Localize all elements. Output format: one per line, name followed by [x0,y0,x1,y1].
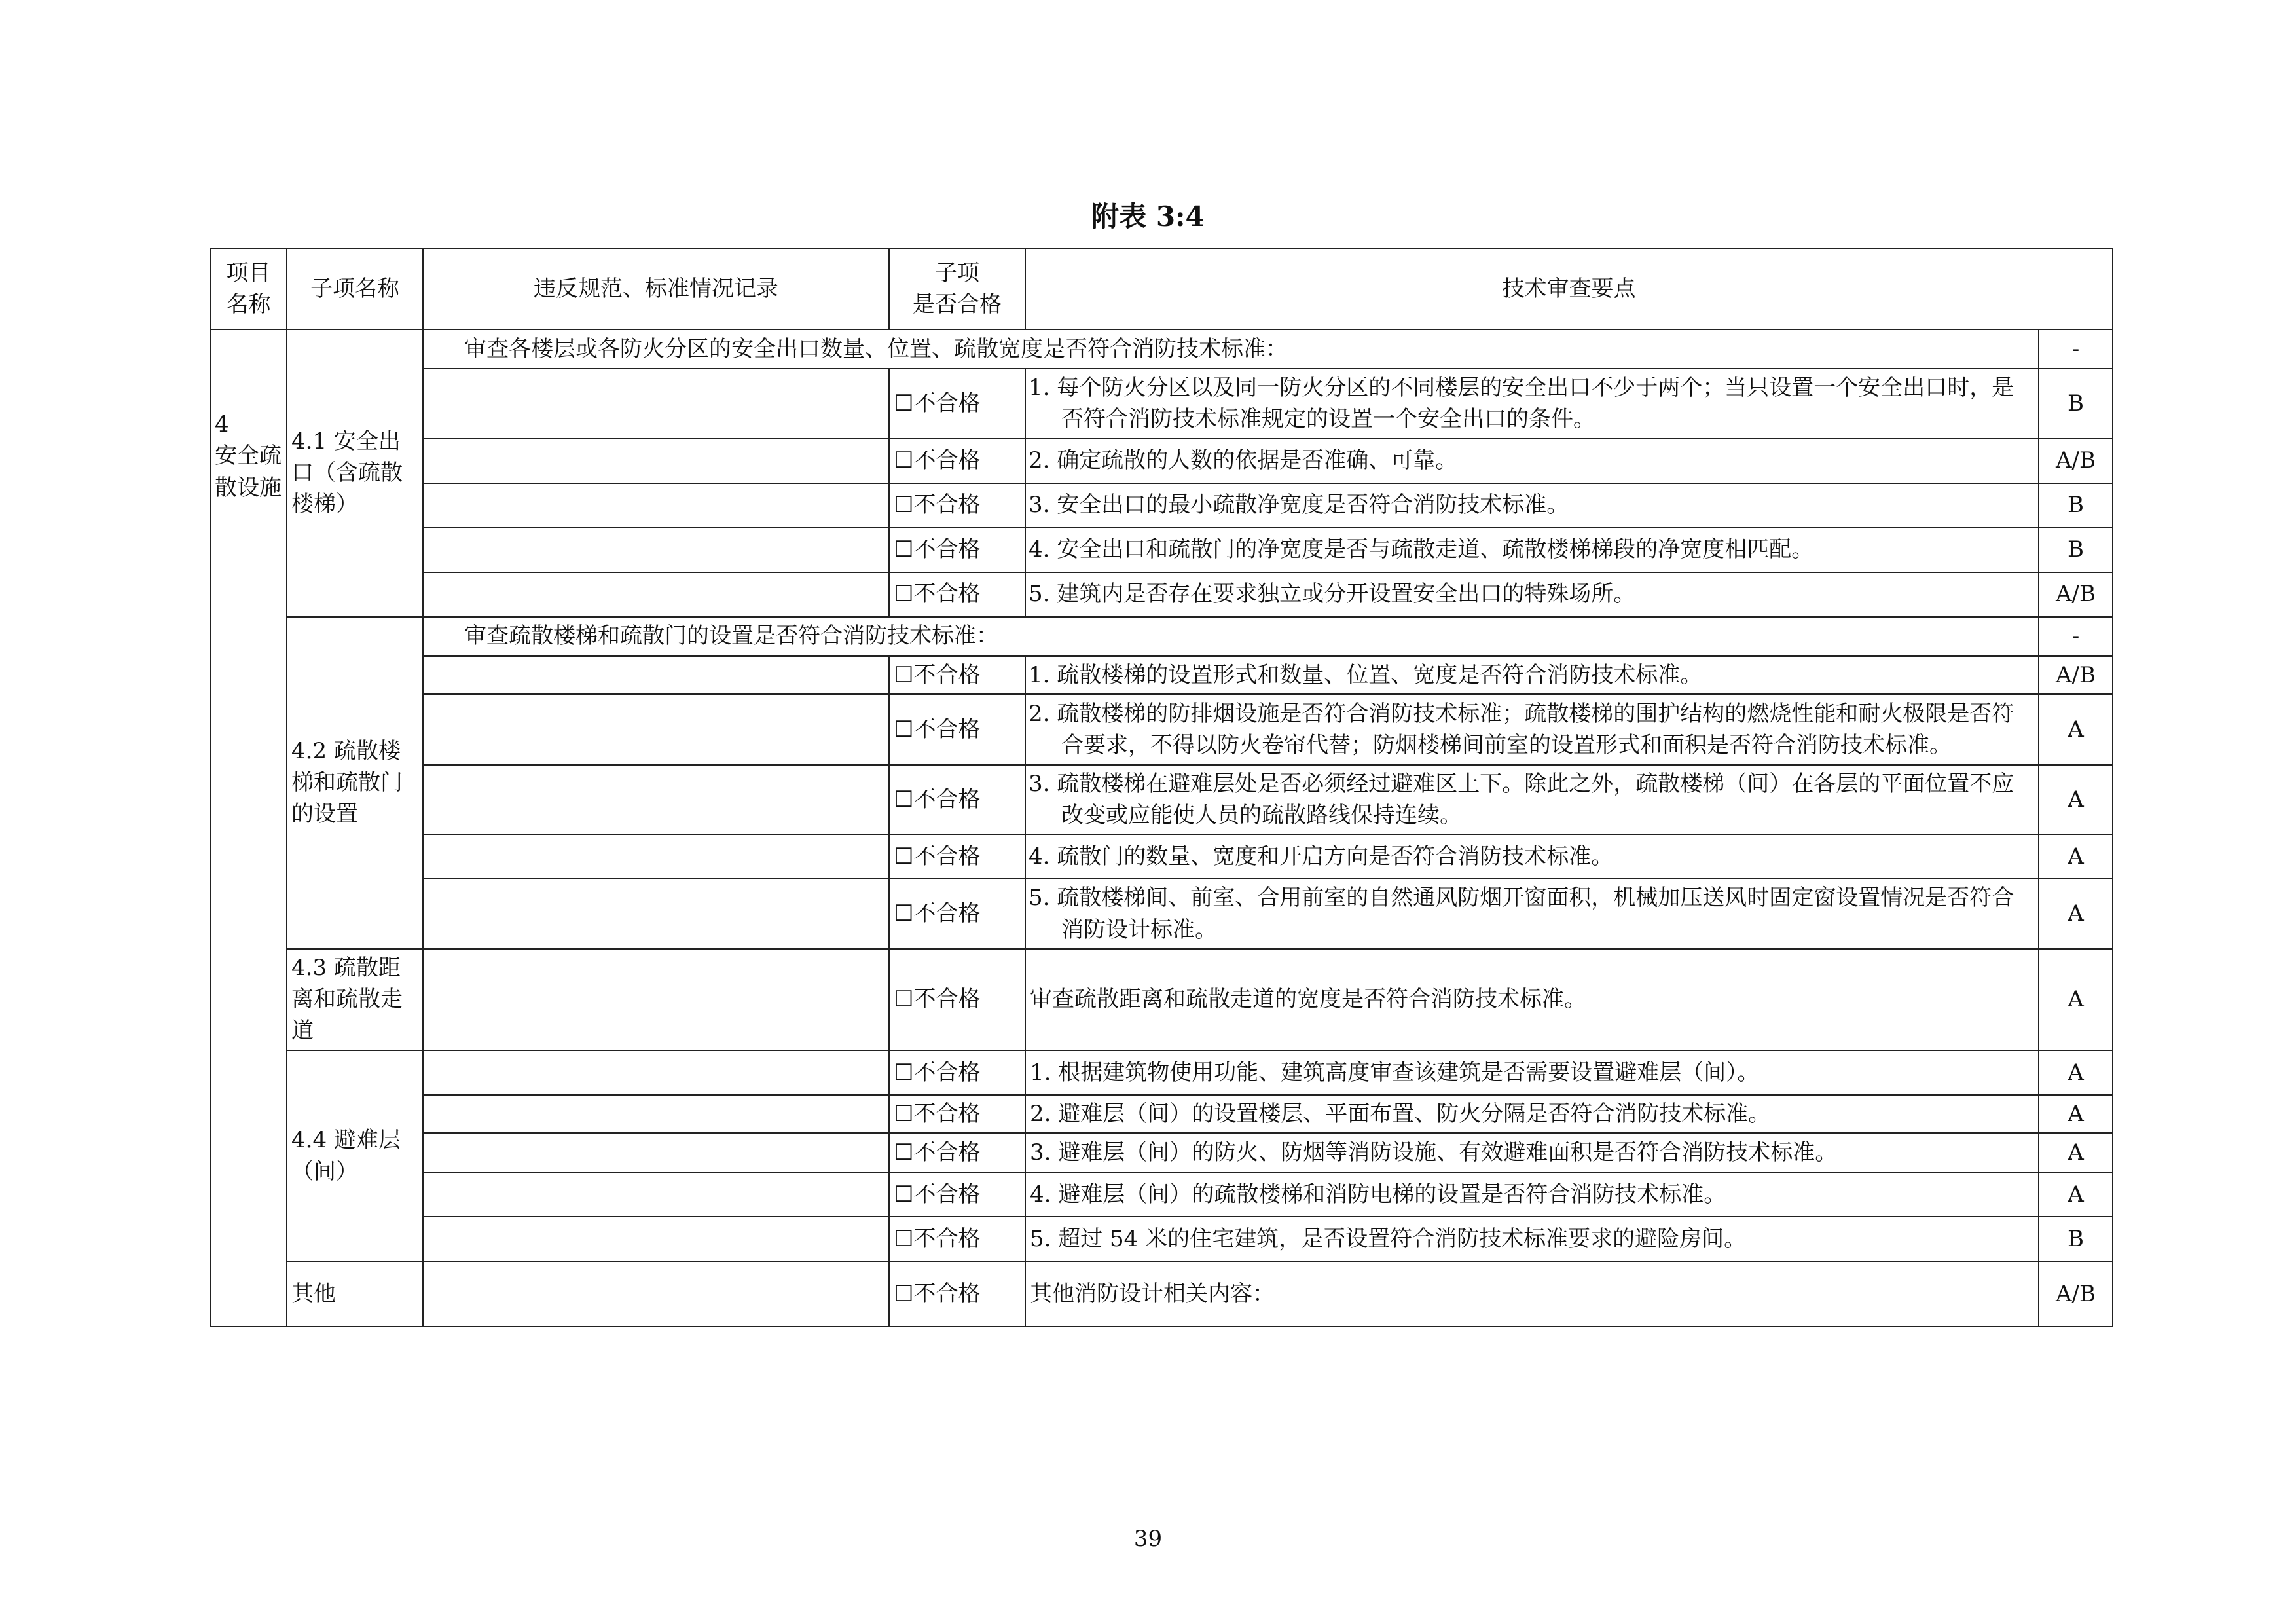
record-input-cell[interactable] [423,1217,889,1261]
fail-checkbox[interactable]: ☐不合格 [889,1172,1025,1217]
fail-checkbox[interactable]: ☐不合格 [889,949,1025,1050]
review-point-text: 5. 疏散楼梯间、前室、合用前室的自然通风防烟开窗面积，机械加压送风时固定窗设置情况是否符合消防设计标准。 [1025,879,2039,949]
review-point-text: 审查疏散距离和疏散走道的宽度是否符合消防技术标准。 [1025,949,2039,1050]
grade-cell: A [2039,1095,2113,1133]
table-row [210,1050,2113,1095]
grade-cell: A/B [2039,1261,2113,1327]
table-row [210,1133,2113,1172]
fail-checkbox[interactable]: ☐不合格 [889,528,1025,572]
review-point-text: 1. 根据建筑物使用功能、建筑高度审查该建筑是否需要设置避难层（间）。 [1025,1050,2039,1095]
fail-checkbox[interactable]: ☐不合格 [889,1217,1025,1261]
page-number: 39 [1133,1526,1163,1552]
project-name: 安全疏散设施 [215,443,282,501]
record-input-cell[interactable] [423,1050,889,1095]
grade-cell: A [2039,834,2113,879]
grade-cell: - [2039,329,2113,369]
grade-cell: A/B [2039,656,2113,694]
grade-cell: A [2039,765,2113,835]
project-name-cell [210,329,287,1327]
sub-item-name: 4.2 疏散楼梯和疏散门的设置 [287,617,423,949]
review-point-text: 5. 建筑内是否存在要求独立或分开设置安全出口的特殊场所。 [1025,572,2039,617]
header-record: 违反规范、标准情况记录 [423,248,889,329]
grade-cell: A [2039,1050,2113,1095]
review-point-text: 3. 安全出口的最小疏散净宽度是否符合消防技术标准。 [1025,483,2039,528]
record-input-cell[interactable] [423,439,889,483]
table-row [210,834,2113,879]
review-point-text: 1. 疏散楼梯的设置形式和数量、位置、宽度是否符合消防技术标准。 [1025,656,2039,694]
record-input-cell[interactable] [423,656,889,694]
fail-checkbox[interactable]: ☐不合格 [889,694,1025,765]
review-point-text: 3. 避难层（间）的防火、防烟等消防设施、有效避难面积是否符合消防技术标准。 [1025,1133,2039,1172]
record-input-cell[interactable] [423,949,889,1050]
table-row [210,528,2113,572]
review-point-text: 2. 避难层（间）的设置楼层、平面布置、防火分隔是否符合消防技术标准。 [1025,1095,2039,1133]
review-table [210,248,2113,1327]
fail-checkbox[interactable]: ☐不合格 [889,879,1025,949]
project-number: 4 [215,411,229,437]
fail-checkbox[interactable]: ☐不合格 [889,1133,1025,1172]
section-intro-text: 审查各楼层或各防火分区的安全出口数量、位置、疏散宽度是否符合消防技术标准： [423,329,2039,369]
sub-item-name: 4.1 安全出口（含疏散楼梯） [287,329,423,617]
record-input-cell[interactable] [423,879,889,949]
table-row [210,879,2113,949]
grade-cell: A/B [2039,439,2113,483]
sub-item-name: 其他 [287,1261,423,1327]
record-input-cell[interactable] [423,694,889,765]
fail-checkbox[interactable]: ☐不合格 [889,439,1025,483]
grade-cell: A [2039,1172,2113,1217]
table-row [210,572,2113,617]
table-row [210,765,2113,835]
record-input-cell[interactable] [423,572,889,617]
sub-item-name: 4.3 疏散距离和疏散走道 [287,949,423,1050]
record-input-cell[interactable] [423,1172,889,1217]
grade-cell: B [2039,369,2113,439]
grade-cell: - [2039,617,2113,656]
review-point-text: 1. 每个防火分区以及同一防火分区的不同楼层的安全出口不少于两个；当只设置一个安全出口时，是否符合消防技术标准规定的设置一个安全出口的条件。 [1025,369,2039,439]
review-point-text: 2. 疏散楼梯的防排烟设施是否符合消防技术标准；疏散楼梯的围护结构的燃烧性能和耐火极限是否符合要求，不得以防火卷帘代替；防烟楼梯间前室的设置形式和面积是否符合消防技术标准。 [1025,694,2039,765]
header-sub-item: 子项名称 [287,248,423,329]
page-title: 附表 3:4 [1091,200,1205,232]
review-point-text: 4. 避难层（间）的疏散楼梯和消防电梯的设置是否符合消防技术标准。 [1025,1172,2039,1217]
fail-checkbox[interactable]: ☐不合格 [889,656,1025,694]
table-row [210,1217,2113,1261]
table-row [210,1261,2113,1327]
section-intro-row [210,617,2113,656]
record-input-cell[interactable] [423,1133,889,1172]
fail-checkbox[interactable]: ☐不合格 [889,1261,1025,1327]
table-header-row [210,248,2113,329]
fail-checkbox[interactable]: ☐不合格 [889,572,1025,617]
review-point-text: 4. 安全出口和疏散门的净宽度是否与疏散走道、疏散楼梯梯段的净宽度相匹配。 [1025,528,2039,572]
table-row [210,694,2113,765]
grade-cell: A [2039,1133,2113,1172]
table-row [210,483,2113,528]
review-point-text: 3. 疏散楼梯在避难层处是否必须经过避难区上下。除此之外，疏散楼梯（间）在各层的平面位置不应改变或应能使人员的疏散路线保持连续。 [1025,765,2039,835]
grade-cell: A [2039,949,2113,1050]
record-input-cell[interactable] [423,834,889,879]
review-point-text: 4. 疏散门的数量、宽度和开启方向是否符合消防技术标准。 [1025,834,2039,879]
review-point-text: 其他消防设计相关内容： [1025,1261,2039,1327]
grade-cell: B [2039,528,2113,572]
fail-checkbox[interactable]: ☐不合格 [889,1050,1025,1095]
review-point-text: 5. 超过 54 米的住宅建筑，是否设置符合消防技术标准要求的避险房间。 [1025,1217,2039,1261]
table-row [210,439,2113,483]
grade-cell: B [2039,483,2113,528]
review-point-text: 2. 确定疏散的人数的依据是否准确、可靠。 [1025,439,2039,483]
fail-checkbox[interactable]: ☐不合格 [889,369,1025,439]
grade-cell: A/B [2039,572,2113,617]
grade-cell: A [2039,694,2113,765]
record-input-cell[interactable] [423,765,889,835]
fail-checkbox[interactable]: ☐不合格 [889,483,1025,528]
section-intro-text: 审查疏散楼梯和疏散门的设置是否符合消防技术标准： [423,617,2039,656]
record-input-cell[interactable] [423,528,889,572]
sub-item-name: 4.4 避难层（间） [287,1050,423,1261]
table-row [210,949,2113,1050]
record-input-cell[interactable] [423,483,889,528]
grade-cell: B [2039,1217,2113,1261]
header-pass: 子项 是否合格 [889,248,1025,329]
header-points: 技术审查要点 [1025,248,2113,329]
header-project: 项目 名称 [210,248,287,329]
fail-checkbox[interactable]: ☐不合格 [889,834,1025,879]
record-input-cell[interactable] [423,1095,889,1133]
record-input-cell[interactable] [423,1261,889,1327]
table-row [210,1172,2113,1217]
table-row [210,656,2113,694]
fail-checkbox[interactable]: ☐不合格 [889,765,1025,835]
table-row [210,1095,2113,1133]
grade-cell: A [2039,879,2113,949]
section-intro-row [210,329,2113,369]
fail-checkbox[interactable]: ☐不合格 [889,1095,1025,1133]
table-row [210,369,2113,439]
record-input-cell[interactable] [423,369,889,439]
